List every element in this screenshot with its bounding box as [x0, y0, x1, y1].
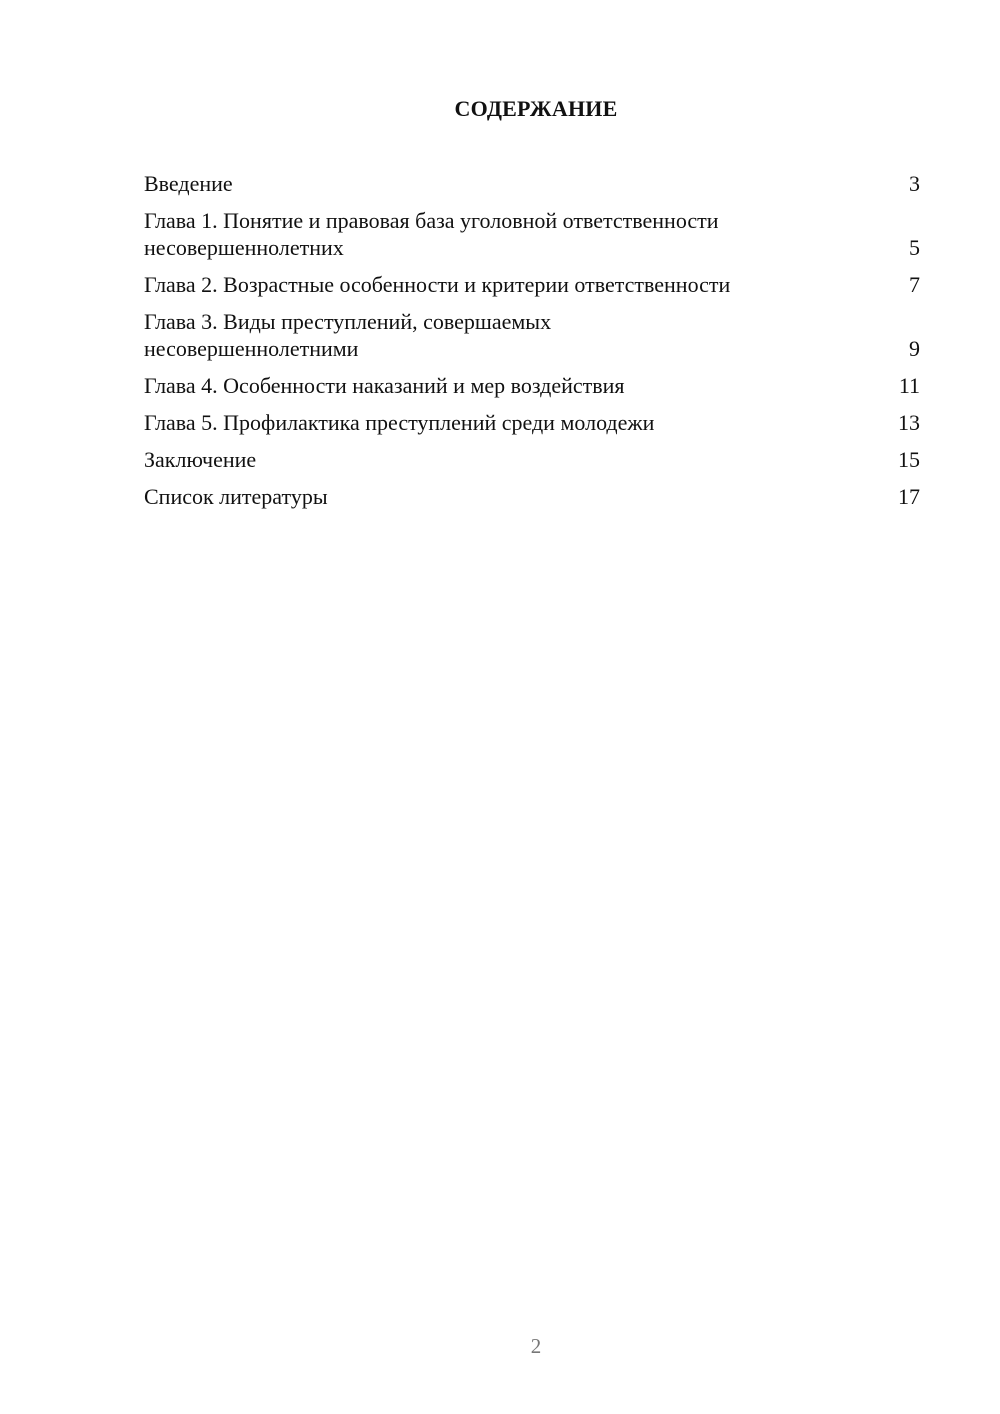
toc-entry-label: Список литературы [144, 484, 328, 509]
toc-entry-label: Глава 1. Понятие и правовая база уголовной ответственности несовершеннолетних [144, 208, 719, 260]
toc-entry-chapter-4[interactable] [144, 372, 920, 399]
toc-entry-chapter-1[interactable] [144, 207, 920, 261]
toc-entry-page: 13 [898, 410, 920, 435]
toc-entry-page: 15 [898, 447, 920, 472]
page-number: 2 [530, 1334, 542, 1358]
toc-entry-chapter-5[interactable] [144, 409, 920, 436]
toc-entry-page: 9 [909, 336, 920, 361]
toc-title: СОДЕРЖАНИЕ [454, 96, 618, 121]
toc-entry-bibliography[interactable] [144, 483, 920, 510]
toc-entry-chapter-2[interactable] [144, 271, 920, 298]
toc-entry-page: 5 [909, 235, 920, 260]
toc-entry-page: 11 [898, 373, 920, 398]
toc-entry-label: Введение [144, 171, 233, 196]
toc-entry-page: 3 [909, 171, 920, 196]
toc-entry-label: Глава 3. Виды преступлений, совершаемых несовершеннолетними [144, 309, 552, 361]
table-of-contents [144, 170, 920, 520]
toc-entry-conclusion[interactable] [144, 446, 920, 473]
toc-entry-label: Глава 2. Возрастные особенности и критерии ответственности [144, 272, 731, 297]
toc-entry-label: Глава 5. Профилактика преступлений среди молодежи [144, 410, 655, 435]
toc-entry-page: 17 [898, 484, 920, 509]
toc-entry-chapter-3[interactable] [144, 308, 920, 362]
toc-entry-label: Глава 4. Особенности наказаний и мер воздействия [144, 373, 625, 398]
toc-entry-introduction[interactable] [144, 170, 920, 197]
toc-entry-page: 7 [909, 272, 920, 297]
toc-entry-label: Заключение [144, 447, 257, 472]
